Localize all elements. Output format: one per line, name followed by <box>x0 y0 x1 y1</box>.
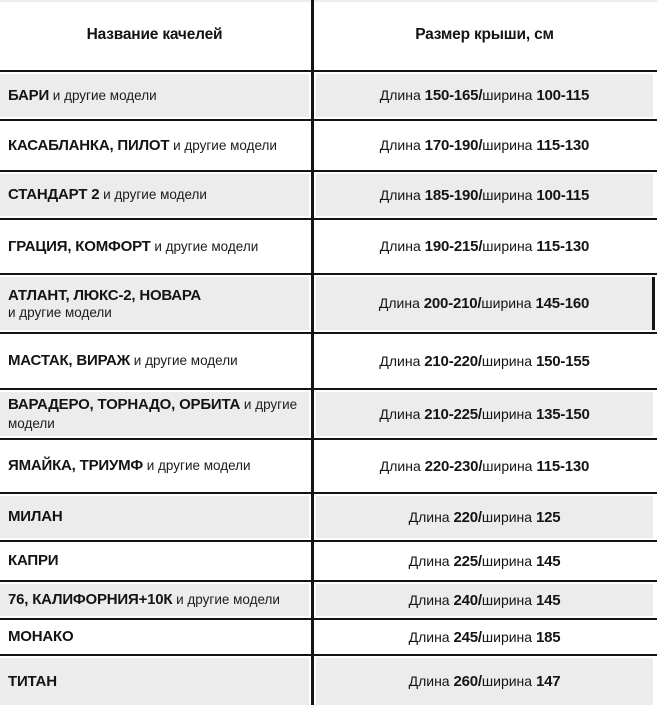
roof-size-cell <box>316 174 653 216</box>
swing-name: КАПРИ <box>8 552 59 570</box>
row-separator <box>0 273 657 275</box>
swing-name-cell <box>0 222 309 271</box>
row-separator <box>0 492 657 494</box>
swing-name-suffix: и другие модели <box>8 396 298 431</box>
header-roof-size <box>316 2 653 68</box>
column-divider-line <box>311 0 314 705</box>
roof-size-value: Длина 220-230/ширина 115-130 <box>379 457 590 475</box>
roof-size-cell <box>316 658 653 705</box>
header-swing-name-label: Название качелей <box>86 26 223 43</box>
table-header-row <box>0 2 657 68</box>
table-row <box>0 336 657 386</box>
swing-name: МАСТАК, ВИРАЖ <box>8 352 131 370</box>
roof-size-value: Длина 210-225/ширина 135-150 <box>379 405 590 423</box>
row-separator <box>0 618 657 620</box>
swing-name-cell <box>0 123 309 168</box>
roof-size-value: Длина 220/ширина 125 <box>408 508 561 526</box>
swing-name-suffix: и другие модели <box>143 458 251 474</box>
roof-size-value: Длина 170-190/ширина 115-130 <box>379 137 590 154</box>
table-row <box>0 622 657 652</box>
swing-name: АТЛАНТ, ЛЮКС-2, НОВАРА <box>8 286 202 304</box>
header-swing-name <box>0 2 309 68</box>
row-separator <box>0 70 657 72</box>
swing-name-cell <box>0 392 309 436</box>
swing-name: БАРИ <box>8 86 50 104</box>
roof-size-value: Длина 185-190/ширина 100-115 <box>379 186 590 204</box>
swing-name-cell <box>0 622 309 652</box>
roof-size-value: Длина 150-165/ширина 100-115 <box>379 87 590 104</box>
roof-size-value: Длина 260/ширина 147 <box>408 673 561 690</box>
roof-size-cell <box>316 622 653 652</box>
row-separator <box>0 218 657 220</box>
swing-name-suffix: и другие модели <box>130 353 238 369</box>
swing-name-suffix: и другие модели <box>169 137 277 153</box>
table-row <box>0 658 657 705</box>
roof-size-value: Длина 245/ширина 185 <box>408 628 561 646</box>
swing-name-cell <box>0 442 309 490</box>
row-separator <box>0 654 657 656</box>
roof-size-value: Длина 225/ширина 145 <box>408 552 561 570</box>
table-row <box>0 392 657 436</box>
roof-size-cell <box>316 544 653 578</box>
roof-size-cell <box>316 222 653 271</box>
roof-size-cell <box>316 336 653 386</box>
swing-name: ВАРАДЕРО, ТОРНАДО, ОРБИТА <box>8 395 241 413</box>
row-separator <box>0 540 657 542</box>
table-row <box>0 496 657 538</box>
swing-name: ГРАЦИЯ, КОМФОРТ <box>8 237 151 255</box>
swing-name-cell <box>0 277 309 330</box>
table-row <box>0 222 657 271</box>
swing-name: 76, КАЛИФОРНИЯ+10К <box>8 591 173 609</box>
roof-size-cell <box>316 74 653 117</box>
table-row <box>0 544 657 578</box>
roof-size-value: Длина 190-215/ширина 115-130 <box>379 238 590 255</box>
row-separator <box>0 580 657 582</box>
swing-name-suffix: и другие модели <box>49 87 157 103</box>
swing-name-cell <box>0 74 309 117</box>
swing-name: ЯМАЙКА, ТРИУМФ <box>8 457 143 475</box>
table-row <box>0 123 657 168</box>
swing-name-suffix: и другие модели <box>99 187 207 203</box>
swing-name: МОНАКО <box>8 628 74 646</box>
roof-size-value: Длина 200-210/ширина 145-160 <box>378 295 590 312</box>
row-separator <box>0 438 657 440</box>
roof-size-value: Длина 240/ширина 145 <box>408 591 561 609</box>
swing-name-cell <box>0 658 309 705</box>
swing-name-cell <box>0 544 309 578</box>
table-row <box>0 74 657 117</box>
roof-size-cell <box>316 584 653 616</box>
table-row <box>0 277 657 330</box>
swing-name-cell <box>0 174 309 216</box>
roof-size-cell <box>316 442 653 490</box>
roof-size-cell <box>316 496 653 538</box>
roof-size-value: Длина 210-220/ширина 150-155 <box>379 352 590 370</box>
table-row <box>0 442 657 490</box>
swing-name-suffix: и другие модели <box>150 238 259 254</box>
swing-name: КАСАБЛАНКА, ПИЛОТ <box>8 136 170 154</box>
swing-name-cell <box>0 584 309 616</box>
swing-name: МИЛАН <box>8 508 63 526</box>
row-separator <box>0 170 657 172</box>
table-row <box>0 174 657 216</box>
swing-name-cell <box>0 496 309 538</box>
header-roof-size-label: Размер крыши, см <box>415 26 554 43</box>
table-row <box>0 584 657 616</box>
swing-name: СТАНДАРТ 2 <box>8 186 100 204</box>
swing-name: ТИТАН <box>8 672 57 690</box>
swing-name-suffix: и другие модели <box>8 305 112 320</box>
row-separator <box>0 119 657 121</box>
row-separator <box>0 332 657 334</box>
swing-name-suffix: и другие модели <box>172 592 280 608</box>
row-separator <box>0 388 657 390</box>
roof-size-cell <box>316 392 653 436</box>
swing-name-cell <box>0 336 309 386</box>
roof-size-cell <box>316 277 655 330</box>
roof-size-cell <box>316 123 653 168</box>
